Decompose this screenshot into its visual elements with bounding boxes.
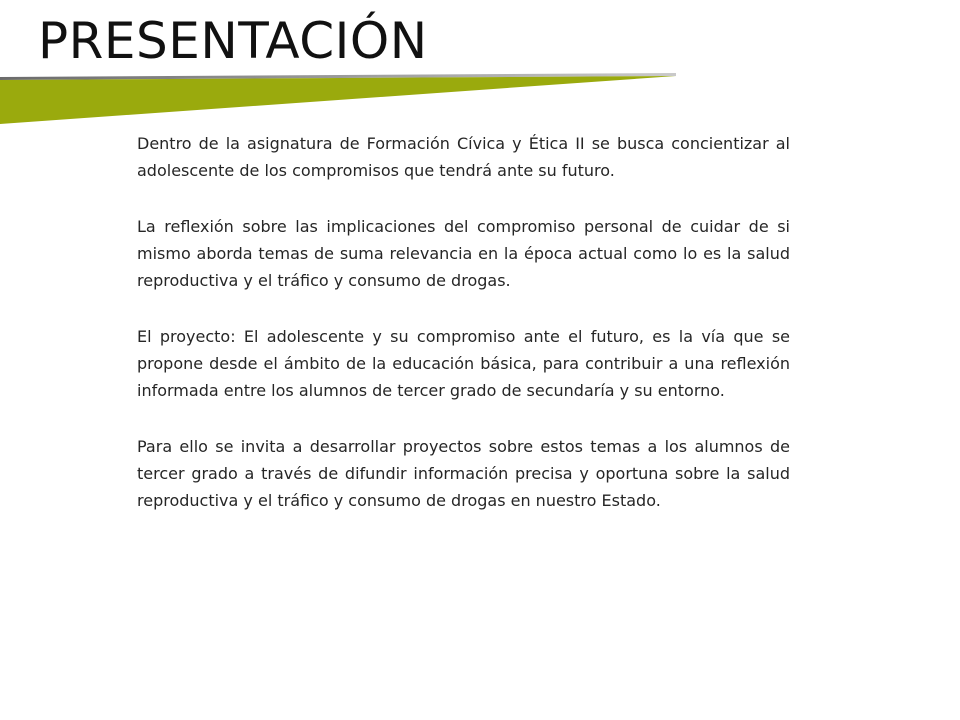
paragraph-intro: Dentro de la asignatura de Formación Cívica y Ética II se busca concientizar al adolescente de los compromisos que tendrá ante su futuro.: [137, 134, 790, 180]
slide-title: PRESENTACIÓN: [38, 12, 428, 70]
paragraph-reflection: La reflexión sobre las implicaciones del compromiso personal de cuidar de si mismo aborda temas de suma relevancia en la época actual como lo es la salud reproductiva y el tráfico y consumo de drogas.: [137, 217, 790, 290]
paragraph-invitation: Para ello se invita a desarrollar proyectos sobre estos temas a los alumnos de tercer grado a través de difundir información precisa y oportuna sobre la salud reproductiva y el tráfico y consumo de drogas en nuestro Estado.: [137, 437, 790, 510]
body-text: [137, 130, 790, 543]
paragraph-project: El proyecto: El adolescente y su compromiso ante el futuro, es la vía que se propone desde el ámbito de la educación básica, para contribuir a una reflexión informada entre los alumnos de tercer grado de secundaría y su entorno.: [137, 327, 790, 400]
accent-wedge: [0, 76, 676, 124]
